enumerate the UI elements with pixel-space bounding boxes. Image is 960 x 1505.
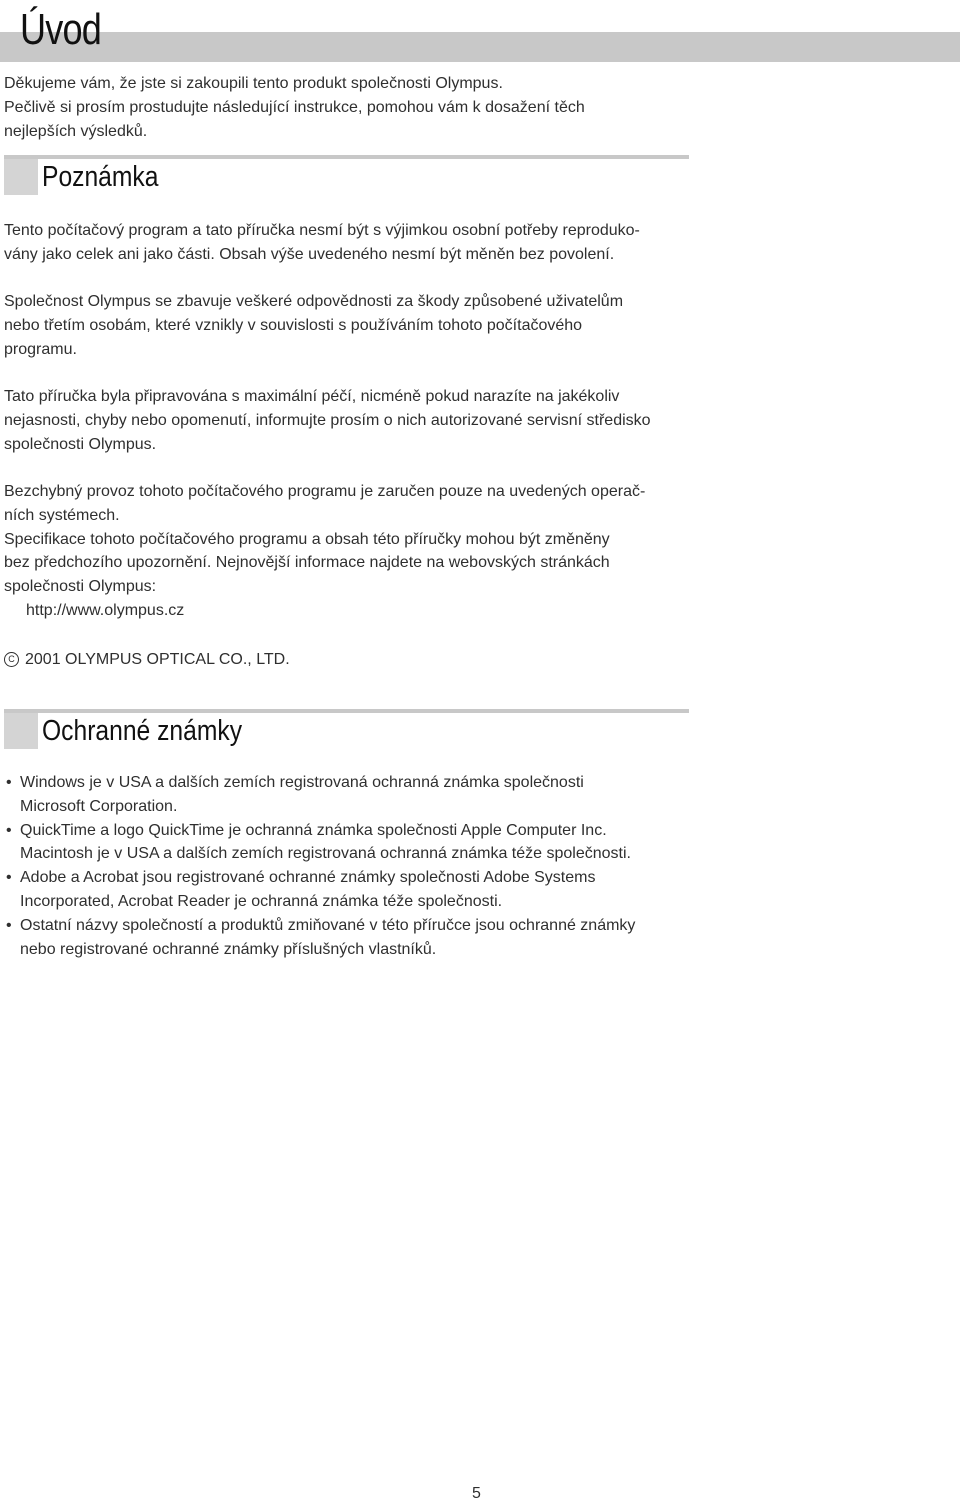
copyright-icon: C: [4, 652, 19, 667]
page-title: Úvod: [20, 5, 101, 54]
trademarks-list: [4, 771, 694, 961]
list-item-line: Macintosh je v USA a dalších zemích registrovaná ochranná známka téže společnosti.: [20, 845, 631, 863]
note-line: nejasnosti, chyby nebo opomenutí, informujte prosím o nich autorizované servisní středisko: [4, 411, 651, 429]
intro-line: Pečlivě si prosím prostudujte následující instrukce, pomohou vám k dosažení těch: [4, 98, 585, 116]
note-line: Společnost Olympus se zbavuje veškeré odpovědnosti za škody způsobené uživatelům: [4, 293, 624, 310]
list-item-line: Incorporated, Acrobat Reader je ochranná známka téže společnosti.: [20, 892, 503, 910]
note-paragraph-2: [4, 290, 694, 361]
note-section-marker: [4, 159, 38, 195]
intro-line: Děkujeme vám, že jste si zakoupili tento produkt společnosti Olympus.: [4, 75, 503, 92]
trademarks-section-marker: [4, 713, 38, 749]
note-line: Specifikace tohoto počítačového programu a obsah této příručky mohou být změněny: [4, 530, 610, 548]
list-item-line: Microsoft Corporation.: [20, 797, 178, 815]
list-item: [4, 866, 694, 914]
note-line: společnosti Olympus:: [4, 578, 157, 596]
note-line: Tato příručka byla připravována s maximální péčí, nicméně pokud narazíte na jakékoliv: [4, 388, 620, 405]
note-paragraph-4: [4, 480, 694, 599]
bullet-icon: •: [6, 821, 12, 839]
copyright-text: 2001 OLYMPUS OPTICAL CO., LTD.: [25, 651, 290, 668]
note-paragraph-3: [4, 385, 694, 456]
list-item-line: nebo registrované ochranné známky příslušných vlastníků.: [20, 940, 437, 958]
list-item-line: Windows je v USA a dalších zemích registrovaná ochranná známka společnosti: [20, 774, 584, 791]
note-line: bez předchozího upozornění. Nejnovější informace najdete na webovských stránkách: [4, 554, 610, 572]
website-link[interactable]: http://www.olympus.cz: [26, 602, 185, 619]
trademarks-heading: Ochranné známky: [42, 715, 243, 747]
bullet-icon: •: [6, 916, 12, 934]
note-line: ních systémech.: [4, 506, 120, 524]
page-number: 5: [472, 1485, 481, 1502]
intro-paragraph: [4, 72, 694, 143]
note-line: programu.: [4, 340, 77, 358]
list-item: [4, 914, 694, 962]
copyright-line: [4, 648, 290, 672]
list-item: [4, 819, 694, 867]
note-line: společnosti Olympus.: [4, 435, 157, 453]
intro-line: nejlepších výsledků.: [4, 122, 148, 140]
note-line: Bezchybný provoz tohoto počítačového programu je zaručen pouze na uvedených operač-: [4, 483, 646, 500]
note-heading: Poznámka: [42, 161, 159, 193]
title-bar-background: [0, 32, 960, 62]
note-line: nebo třetím osobám, které vznikly v souvislosti s používáním tohoto počítačového: [4, 316, 583, 334]
list-item-line: Adobe a Acrobat jsou registrované ochranné známky společnosti Adobe Systems: [20, 869, 596, 887]
bullet-icon: •: [6, 869, 12, 887]
list-item: [4, 771, 694, 819]
list-item-line: Ostatní názvy společností a produktů zmiňované v této příručce jsou ochranné známky: [20, 916, 636, 934]
note-paragraph-1: [4, 219, 694, 267]
list-item-line: QuickTime a logo QuickTime je ochranná známka společnosti Apple Computer Inc.: [20, 821, 607, 839]
note-line: Tento počítačový program a tato příručka nesmí být s výjimkou osobní potřeby reproduko-: [4, 222, 640, 239]
note-line: vány jako celek ani jako části. Obsah výše uvedeného nesmí být měněn bez povolení.: [4, 245, 615, 263]
bullet-icon: •: [6, 774, 12, 791]
